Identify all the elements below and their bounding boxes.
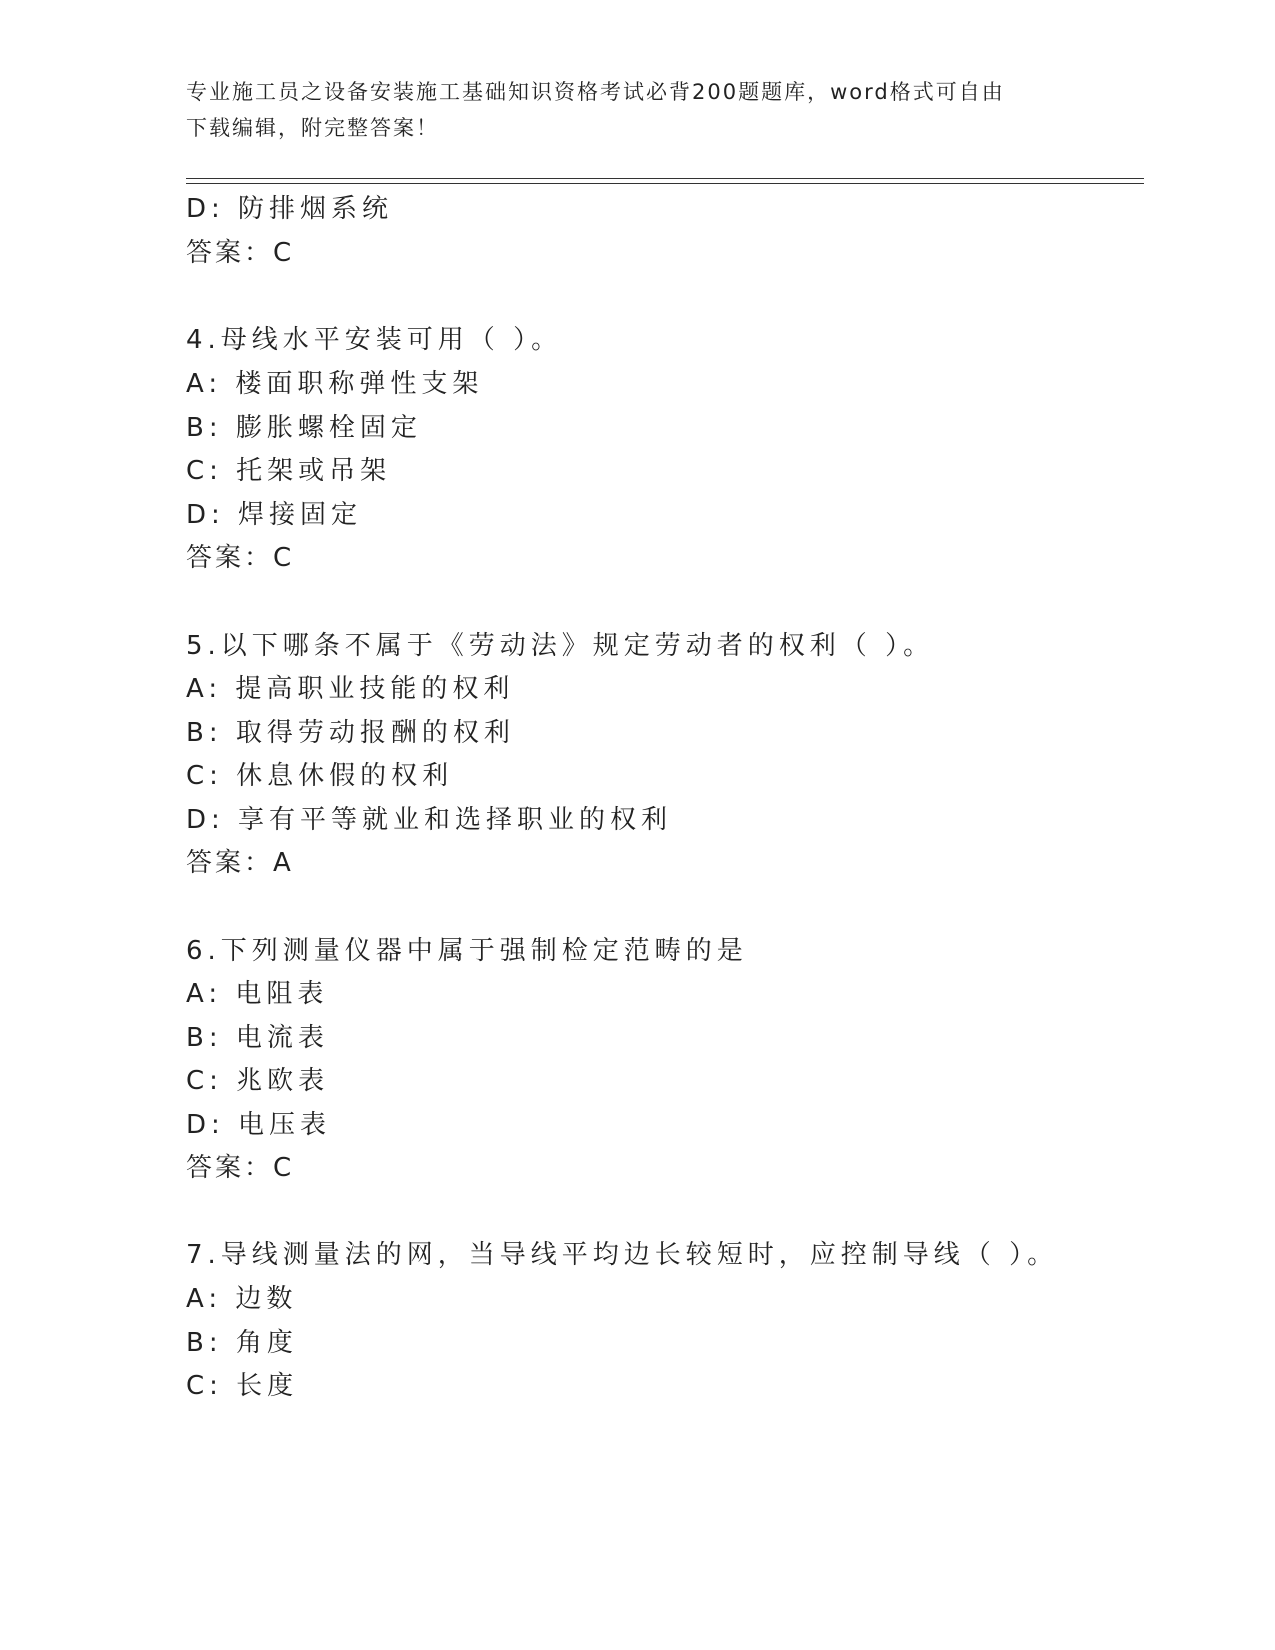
header-line-2: 下载编辑，附完整答案！ [186,116,439,140]
q5-option-c: C: 休息休假的权利 [186,761,454,791]
q7-option-a: A: 边数 [186,1284,298,1314]
q6-option-c: C: 兆欧表 [186,1066,330,1096]
q7-stem: 7.导线测量法的网，当导线平均边长较短时，应控制导线（ ）。 [186,1240,1059,1270]
header-line-1: 专业施工员之设备安装施工基础知识资格考试必背200题题库，word格式可自由 [186,80,1005,104]
q7-option-b: B: 角度 [186,1328,298,1358]
q5-option-d: D: 享有平等就业和选择职业的权利 [186,805,673,835]
q4-option-b: B: 膨胀螺栓固定 [186,413,422,443]
q5-answer: 答案：A [186,848,294,878]
q4-option-d: D: 焊接固定 [186,500,363,530]
q4-stem: 4.母线水平安装可用（ ）。 [186,325,563,355]
q6-option-b: B: 电流表 [186,1023,329,1053]
q5-option-a: A: 提高职业技能的权利 [186,674,515,704]
q5-option-b: B: 取得劳动报酬的权利 [186,718,515,748]
q3-answer: 答案：C [186,238,295,268]
q4-option-a: A: 楼面职称弹性支架 [186,369,484,399]
document-header [186,74,1086,146]
q4-option-c: C: 托架或吊架 [186,456,392,486]
q6-option-a: A: 电阻表 [186,979,329,1009]
q3-option-d: D: 防排烟系统 [186,194,394,224]
q7-option-c: C: 长度 [186,1371,299,1401]
header-divider-top [186,178,1144,179]
q6-option-d: D: 电压表 [186,1110,332,1140]
q6-stem: 6.下列测量仪器中属于强制检定范畴的是 [186,936,748,966]
q6-answer: 答案：C [186,1153,295,1183]
q5-stem: 5.以下哪条不属于《劳动法》规定劳动者的权利（ ）。 [186,631,935,661]
q4-answer: 答案：C [186,543,295,573]
header-divider-bottom [186,183,1144,184]
